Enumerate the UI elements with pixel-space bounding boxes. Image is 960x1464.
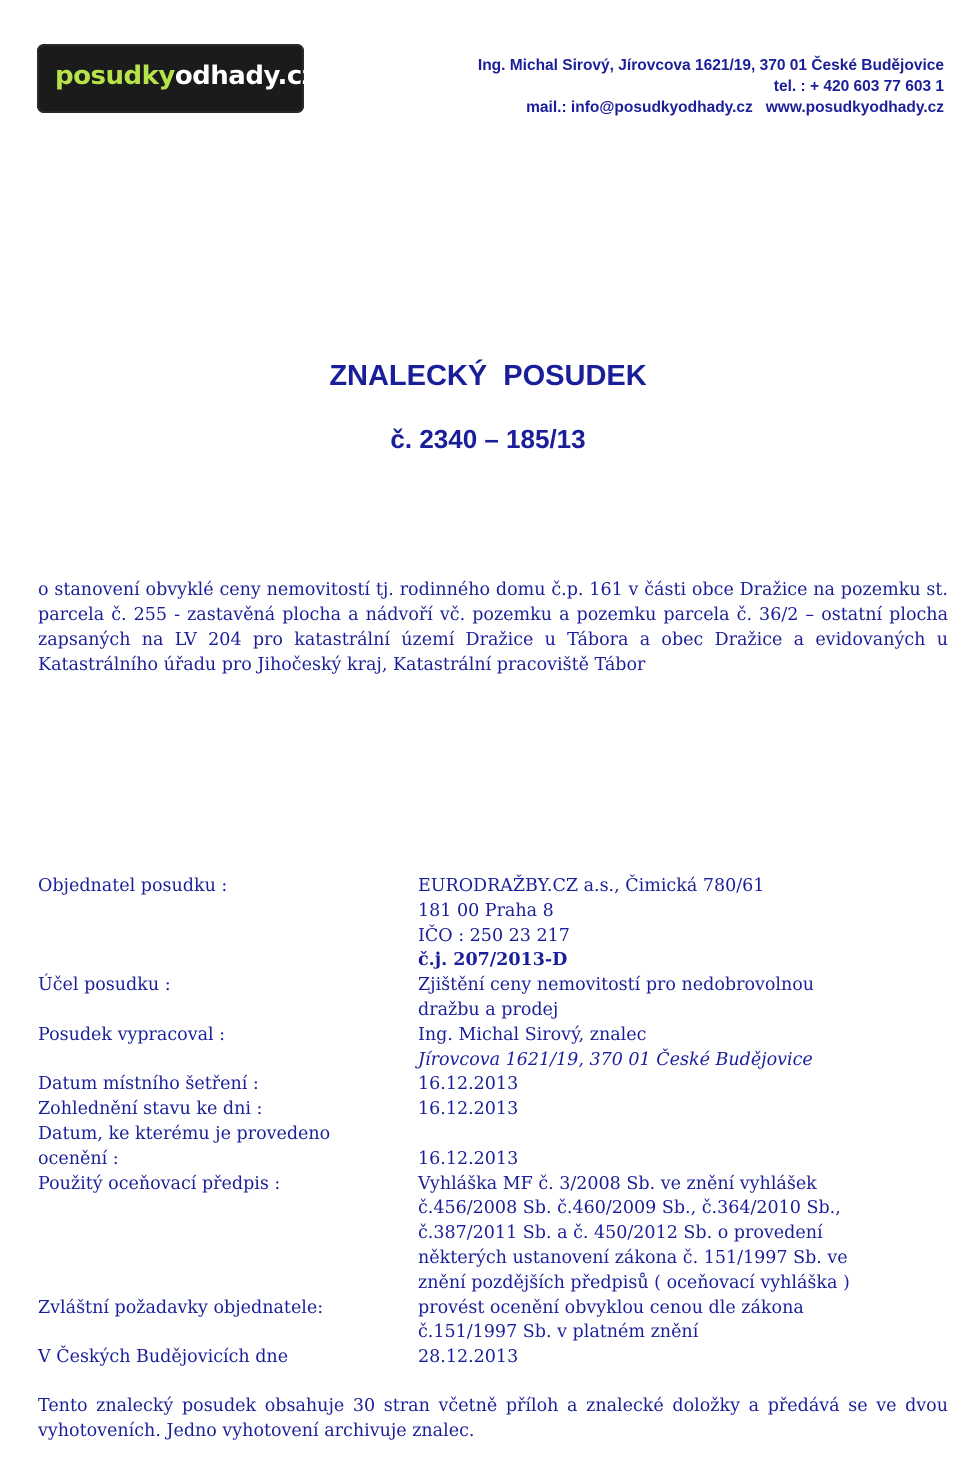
- requirements-value: [418, 1296, 938, 1346]
- purpose-line: Zjištění ceny nemovitostí pro nedobrovolnou: [418, 975, 815, 996]
- author-address: Jírovcova 1621/19, 370 01 České Budějovice: [418, 1049, 813, 1070]
- company-logo: [37, 44, 317, 113]
- place-label: V Českých Budějovicích dne: [38, 1347, 289, 1368]
- client-value: [418, 874, 938, 973]
- client-label: Objednatel posudku :: [38, 876, 228, 896]
- inspection-row: [38, 1072, 938, 1097]
- author-row: [38, 1023, 938, 1073]
- valuation-label: [38, 1122, 418, 1172]
- details-table: [38, 874, 938, 1370]
- contact-phone: tel. : + 420 603 77 603 1: [773, 78, 944, 95]
- client-line: IČO : 250 23 217: [418, 925, 570, 946]
- regulation-line: některých ustanovení zákona č. 151/1997 Sb. ve: [418, 1247, 848, 1268]
- document-number: č. 2340 – 185/13: [390, 424, 586, 454]
- requirements-label: Zvláštní požadavky objednatele:: [38, 1297, 324, 1318]
- requirements-line: č.151/1997 Sb. v platném znění: [418, 1322, 699, 1343]
- contact-header: [478, 55, 944, 118]
- valuation-date: 16.12.2013: [418, 1148, 519, 1169]
- client-line: EURODRAŽBY.CZ a.s., Čimická 780/61: [418, 876, 765, 896]
- logo-wordmark: [55, 61, 316, 91]
- regulation-line: č.387/2011 Sb. a č. 450/2012 Sb. o provedení: [418, 1223, 823, 1244]
- state-label: Zohlednění stavu ke dni :: [38, 1099, 263, 1120]
- requirements-line: provést ocenění obvyklou cenou dle zákona: [418, 1297, 804, 1318]
- logo-text-part2: odhady.cz: [174, 61, 317, 91]
- regulation-line: Vyhláška MF č. 3/2008 Sb. ve znění vyhlášek: [418, 1173, 817, 1194]
- regulation-line: č.456/2008 Sb. č.460/2009 Sb., č.364/2010 Sb.,: [418, 1198, 841, 1219]
- purpose-line: dražbu a prodej: [418, 999, 559, 1020]
- place-date: 28.12.2013: [418, 1347, 519, 1368]
- requirements-row: [38, 1296, 938, 1346]
- document-title: ZNALECKÝ POSUDEK: [329, 360, 647, 392]
- client-row: [38, 874, 938, 973]
- closing-note: Tento znalecký posudek obsahuje 30 stran včetně příloh a znalecké doložky a předává se ve dvou vyhotoveních. Jedno vyhotovení archivuje znalec.: [38, 1396, 948, 1441]
- regulation-value: [418, 1172, 938, 1296]
- regulation-label: Použitý oceňovací předpis :: [38, 1173, 281, 1194]
- place-date-row: [38, 1345, 938, 1370]
- inspection-date: 16.12.2013: [418, 1074, 519, 1095]
- client-line: 181 00 Praha 8: [418, 900, 554, 921]
- author-label: Posudek vypracoval :: [38, 1024, 226, 1045]
- logo-text-part1: posudky: [55, 61, 175, 91]
- regulation-line: znění pozdějších předpisů ( oceňovací vyhláška ): [418, 1272, 850, 1293]
- valuation-row: [38, 1122, 938, 1172]
- state-date: 16.12.2013: [418, 1099, 519, 1120]
- purpose-value: [418, 973, 938, 1023]
- contact-mail-web: mail.: info@posudkyodhady.cz www.posudkyodhady.cz: [526, 99, 944, 116]
- purpose-label: Účel posudku :: [38, 975, 171, 996]
- reference-number: č.j. 207/2013-D: [418, 950, 568, 971]
- author-value: [418, 1023, 938, 1073]
- contact-address: Ing. Michal Sirový, Jírovcova 1621/19, 370 01 České Budějovice: [477, 57, 944, 74]
- regulation-row: [38, 1172, 938, 1296]
- valuation-label-line: ocenění :: [38, 1148, 119, 1169]
- valuation-label-line: Datum, ke kterému je provedeno: [38, 1123, 331, 1144]
- inspection-label: Datum místního šetření :: [38, 1074, 259, 1095]
- purpose-row: [38, 973, 938, 1023]
- document-subject: o stanovení obvyklé ceny nemovitostí tj. rodinného domu č.p. 161 v části obce Dražice na pozemku st. parcela č. 255 - zastavěná plocha a nádvoří vč. pozemku a pozemku parcela č. 36/2 – ostatní plocha zapsaných na LV 204 pro katastrální území Dražice u Tábora a obec Dražice a evidovaných u Katastrálního úřadu pro Jihočeský kraj, Katastrální pracoviště Tábor: [38, 580, 948, 675]
- valuation-value: [418, 1122, 938, 1172]
- state-row: [38, 1097, 938, 1122]
- author-name: Ing. Michal Sirový, znalec: [418, 1024, 647, 1045]
